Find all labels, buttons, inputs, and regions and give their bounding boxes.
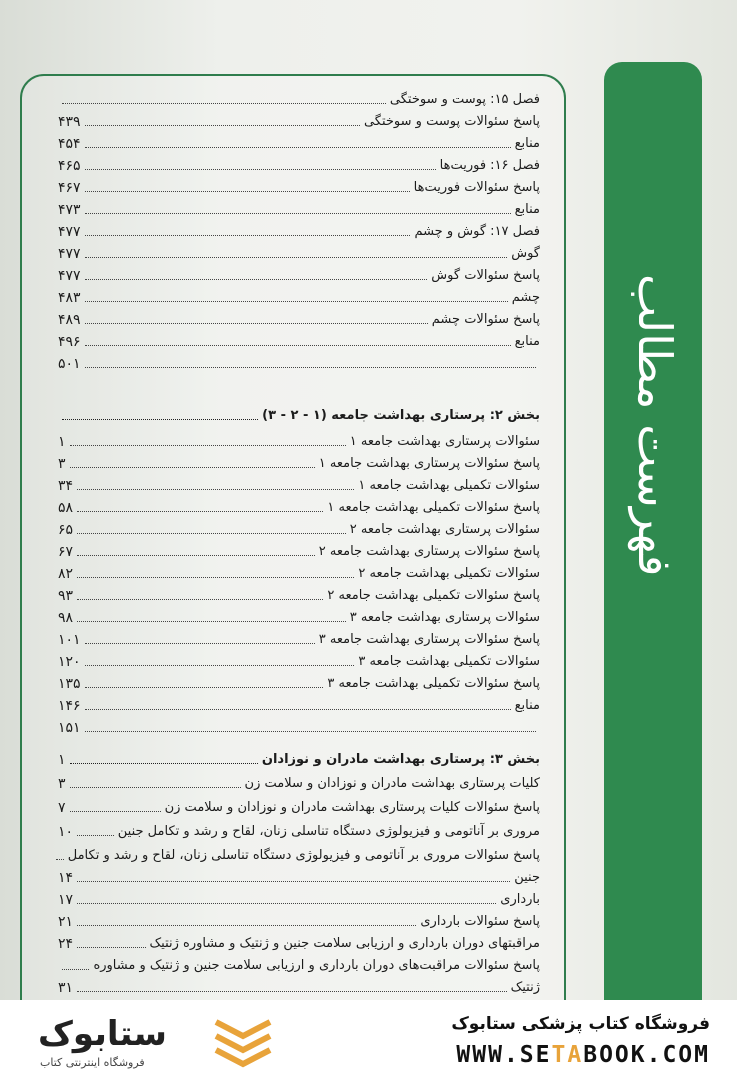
- toc-entry: [58, 516, 540, 538]
- toc-entry-page: ۸۲: [58, 566, 74, 582]
- toc-entry-title: پاسخ سئوالات پرستاری بهداشت جامعه ۳: [318, 632, 540, 647]
- toc-leader-dots: [56, 859, 64, 860]
- toc-entry-page: ۹۳: [58, 588, 74, 604]
- toc-entry-page: ۴۷۷: [58, 268, 81, 284]
- toc-entry: [58, 604, 540, 626]
- toc-entry-title: پاسخ سئوالات پوست و سوختگی: [363, 114, 540, 129]
- toc-leader-dots: [62, 419, 258, 420]
- toc-entry: [58, 538, 540, 560]
- toc-entry-page: ۱۰: [58, 824, 74, 840]
- toc-entry-title: منابع: [514, 202, 540, 217]
- toc-entry: [58, 794, 540, 816]
- toc-entry: [58, 930, 540, 952]
- toc-entry: [58, 842, 540, 864]
- toc-leader-dots: [85, 367, 536, 368]
- toc-entry: [58, 428, 540, 450]
- store-url[interactable]: [380, 1042, 710, 1072]
- toc-entry-title: منابع: [514, 334, 540, 349]
- toc-entry: [58, 560, 540, 582]
- toc-entry: [58, 770, 540, 792]
- toc-entry-page: ۳: [58, 456, 66, 472]
- url-part-3: BOOK.COM: [583, 1042, 710, 1068]
- toc-entry: [58, 692, 540, 714]
- toc-leader-dots: [85, 687, 324, 688]
- toc-entry-title: فصل ۱۵: پوست و سوختگی: [389, 92, 540, 107]
- toc-leader-dots: [85, 257, 508, 258]
- toc-entry-title: منابع: [514, 698, 540, 713]
- toc-entry-title: ژنتیک: [510, 980, 540, 995]
- toc-entry-page: ۵۸: [58, 500, 74, 516]
- toc-entry-page: ۱: [58, 434, 66, 450]
- toc-entry-title: پاسخ سئوالات پرستاری بهداشت جامعه ۲: [318, 544, 540, 559]
- tab-title: فهرست مطالب: [628, 273, 682, 577]
- toc-leader-dots: [77, 621, 346, 622]
- toc-leader-dots: [77, 555, 315, 556]
- toc-entry-title: سئوالات تکمیلی بهداشت جامعه ۱: [358, 478, 540, 493]
- toc-entry: [58, 472, 540, 494]
- toc-entry-title: پاسخ سئوالات گوش: [431, 268, 540, 283]
- toc-leader-dots: [85, 709, 511, 710]
- toc-leader-dots: [85, 345, 511, 346]
- toc-leader-dots: [62, 969, 89, 970]
- toc-leader-dots: [77, 925, 416, 926]
- toc-entry-title: منابع: [514, 136, 540, 151]
- toc-entry-title: بارداری: [500, 892, 540, 907]
- toc-leader-dots: [85, 147, 511, 148]
- toc-leader-dots: [77, 835, 114, 836]
- toc-entry: [58, 174, 540, 196]
- toc-entry: [58, 196, 540, 218]
- toc-entry-page: ۴۸۹: [58, 312, 81, 328]
- toc-entry-page: ۱۴۶: [58, 698, 81, 714]
- toc-entry-title: سئوالات پرستاری بهداشت جامعه ۳: [349, 610, 540, 625]
- toc-entry: [58, 582, 540, 604]
- toc-entry-page: ۴۷۳: [58, 202, 81, 218]
- toc-leader-dots: [77, 511, 323, 512]
- toc-entry: [58, 886, 540, 908]
- logo-wordmark: ستابوک: [38, 1014, 167, 1054]
- toc-entry: [58, 240, 540, 262]
- toc-leader-dots: [70, 467, 315, 468]
- toc-entry-page: ۱۰۱: [58, 632, 81, 648]
- toc-entry: [58, 864, 540, 886]
- toc-entry-page: ۶۵: [58, 522, 74, 538]
- toc-entry: [58, 450, 540, 472]
- toc-entry-page: ۷: [58, 800, 66, 816]
- toc-entry-page: ۴۹۶: [58, 334, 81, 350]
- toc-entry-title: مراقبتهای دوران بارداری و ارزیابی سلامت جنین و ژنتیک و مشاوره ژنتیک: [149, 936, 540, 951]
- toc-leader-dots: [77, 903, 496, 904]
- toc-entry-title: سئوالات پرستاری بهداشت جامعه ۲: [349, 522, 540, 537]
- toc-leader-dots: [85, 235, 411, 236]
- toc-entry-page: ۲۱: [58, 914, 74, 930]
- toc-entry-page: ۳۴: [58, 478, 74, 494]
- toc-entry: [58, 908, 540, 930]
- toc-leader-dots: [77, 881, 510, 882]
- toc-entry: [58, 402, 540, 424]
- toc-entry-title: چشم: [511, 290, 540, 305]
- toc-entry: [58, 152, 540, 174]
- toc-leader-dots: [85, 279, 428, 280]
- toc-leader-dots: [85, 169, 436, 170]
- toc-leader-dots: [85, 301, 508, 302]
- toc-leader-dots: [85, 643, 315, 644]
- toc-entry-page: ۹۸: [58, 610, 74, 626]
- toc-entry-title: پاسخ سئوالات چشم: [431, 312, 540, 327]
- toc-entry: [58, 626, 540, 648]
- toc-entry: [58, 108, 540, 130]
- toc-entry-page: ۱: [58, 752, 66, 768]
- toc-entry-page: ۴۷۷: [58, 246, 81, 262]
- toc-entry-page: ۳۱: [58, 980, 74, 996]
- url-part-1: WWW.SE: [456, 1042, 552, 1068]
- toc-entry-page: ۶۷: [58, 544, 74, 560]
- toc-leader-dots: [70, 763, 258, 764]
- toc-entry-title: پاسخ سئوالات تکمیلی بهداشت جامعه ۱: [327, 500, 540, 515]
- toc-entry-title: پاسخ سئوالات فوریت‌ها: [413, 180, 540, 195]
- logo-subtitle: فروشگاه اینترنتی کتاب: [40, 1056, 145, 1069]
- toc-entry-page: ۲۴: [58, 936, 74, 952]
- toc-entry-page: ۴۷۷: [58, 224, 81, 240]
- toc-leader-dots: [85, 323, 428, 324]
- toc-leader-dots: [85, 191, 410, 192]
- toc-entry: [58, 494, 540, 516]
- toc-entry-page: ۴۶۵: [58, 158, 81, 174]
- toc-entry: [58, 218, 540, 240]
- toc-entry: [58, 130, 540, 152]
- toc-entry-page: ۱۳۵: [58, 676, 81, 692]
- toc-leader-dots: [77, 489, 354, 490]
- toc-leader-dots: [70, 787, 241, 788]
- toc-entry-page: ۱۴: [58, 870, 74, 886]
- toc-entry-title: پاسخ سئوالات مروری بر آناتومی و فیزیولوژی دستگاه تناسلی زنان، لقاح و رشد و تکامل: [67, 848, 540, 863]
- toc-leader-dots: [70, 811, 161, 812]
- toc-entry-title: کلیات پرستاری بهداشت مادران و نوزادان و سلامت زن: [244, 776, 540, 791]
- toc-entry-page: ۵۰۱: [58, 356, 81, 372]
- toc-entry-page: ۴۸۳: [58, 290, 81, 306]
- toc-entry: [58, 818, 540, 840]
- toc-entry: [58, 714, 540, 736]
- toc-leader-dots: [70, 445, 346, 446]
- toc-entry-title: سئوالات تکمیلی بهداشت جامعه ۲: [358, 566, 540, 581]
- toc-leader-dots: [85, 125, 360, 126]
- toc-entry-title: بخش ۲: پرستاری بهداشت جامعه (۱ - ۲ - ۳): [262, 408, 540, 423]
- toc-leader-dots: [77, 533, 346, 534]
- toc-entry: [58, 350, 540, 372]
- store-name: فروشگاه کتاب پزشکی ستابوک: [451, 1014, 710, 1034]
- toc-entry-title: پاسخ سئوالات مراقبت‌های دوران بارداری و ارزیابی سلامت جنین و ژنتیک و مشاوره: [93, 958, 540, 973]
- toc-entry: [58, 746, 540, 768]
- toc-leader-dots: [77, 577, 354, 578]
- toc-entry-title: گوش: [511, 246, 540, 261]
- toc-leader-dots: [77, 947, 146, 948]
- toc-entry: [58, 328, 540, 350]
- toc-entry-title: بخش ۳: پرستاری بهداشت مادران و نوزادان: [261, 752, 540, 767]
- toc-entry-title: سئوالات تکمیلی بهداشت جامعه ۳: [358, 654, 540, 669]
- toc-leader-dots: [77, 599, 323, 600]
- toc-entry: [58, 86, 540, 108]
- toc-entry: [58, 262, 540, 284]
- toc-entry-title: فصل ۱۷: گوش و چشم: [414, 224, 540, 239]
- toc-leader-dots: [62, 103, 386, 104]
- toc-entry: [58, 974, 540, 996]
- toc-entry-title: پاسخ سئوالات تکمیلی بهداشت جامعه ۲: [327, 588, 540, 603]
- toc-leader-dots: [85, 731, 536, 732]
- toc-entry-title: جنین: [514, 870, 540, 885]
- toc-entry-title: سئوالات پرستاری بهداشت جامعه ۱: [349, 434, 540, 449]
- toc-entry-title: پاسخ سئوالات تکمیلی بهداشت جامعه ۳: [327, 676, 540, 691]
- toc-entry-title: پاسخ سئوالات پرستاری بهداشت جامعه ۱: [318, 456, 540, 471]
- toc-entry-title: پاسخ سئوالات بارداری: [420, 914, 540, 929]
- url-part-2: TA: [551, 1042, 584, 1068]
- toc-entry-title: مروری بر آناتومی و فیزیولوژی دستگاه تناسلی زنان، لقاح و رشد و تکامل جنین: [117, 824, 540, 839]
- toc-entry-page: ۱۲۰: [58, 654, 81, 670]
- toc-entry: [58, 284, 540, 306]
- toc-entry-title: پاسخ سئوالات کلیات پرستاری بهداشت مادران و نوزادان و سلامت زن: [164, 800, 540, 815]
- toc-entry-page: ۳: [58, 776, 66, 792]
- toc-entry-page: ۴۵۴: [58, 136, 81, 152]
- toc-entry-title: فصل ۱۶: فوریت‌ها: [439, 158, 540, 173]
- toc-leader-dots: [85, 213, 511, 214]
- toc-entry-page: ۴۶۷: [58, 180, 81, 196]
- toc-entry-page: ۱۷: [58, 892, 74, 908]
- toc-entry-page: ۱۵۱: [58, 720, 81, 736]
- toc-entry-page: ۴۳۹: [58, 114, 81, 130]
- book-logo-icon: [210, 1014, 276, 1070]
- toc-leader-dots: [77, 991, 507, 992]
- toc-entry: [58, 670, 540, 692]
- toc-entry: [58, 306, 540, 328]
- toc-leader-dots: [85, 665, 355, 666]
- toc-entry: [58, 648, 540, 670]
- toc-entry: [58, 952, 540, 974]
